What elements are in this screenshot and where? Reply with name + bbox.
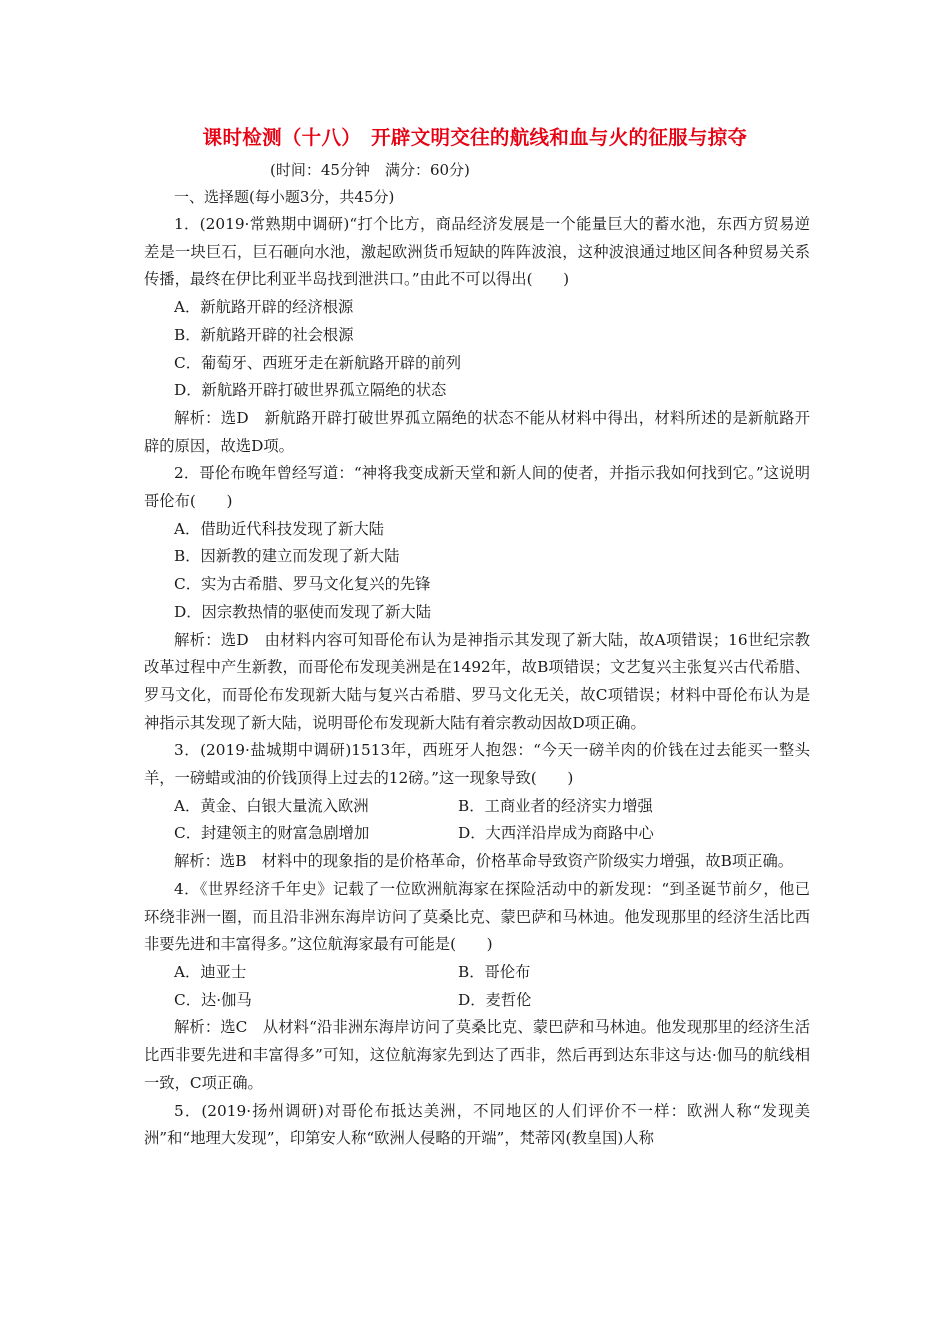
question-3-options-row-1 xyxy=(144,793,810,821)
question-1-stem: 1．(2019·常熟期中调研)“打个比方，商品经济发展是一个能量巨大的蓄水池，东西方贸易逆差是一块巨石，巨石砸向水池，激起欧洲货币短缺的阵阵波浪，这种波浪通过地区间各种贸易关系传播，最终在伊比利亚半岛找到泄洪口。”由此不可以得出( ) xyxy=(144,215,810,289)
question-1-option-a: A．新航路开辟的经济根源 xyxy=(174,298,354,317)
question-4-stem: 4．《世界经济千年史》记载了一位欧洲航海家在探险活动中的新发现：“到圣诞节前夕，他已环绕非洲一圈，而且沿非洲东海岸访问了莫桑比克、蒙巴萨和马林迪。他发现那里的经济生活比西非要先进和丰富得多。”这位航海家最有可能是( ) xyxy=(144,879,810,954)
question-2-option-c: C．实为古希腊、罗马文化复兴的先锋 xyxy=(174,575,431,594)
question-2-option-a: A．借助近代科技发现了新大陆 xyxy=(174,519,384,538)
question-3-option-b: B．工商业者的经济实力增强 xyxy=(458,796,653,815)
question-2-stem: 2．哥伦布晚年曾经写道：“神将我变成新天堂和新人间的使者，并指示我如何找到它。”这说明哥伦布( ) xyxy=(144,464,810,511)
question-1-analysis: 解析：选D 新航路开辟打破世界孤立隔绝的状态不能从材料中得出，材料所述的是新航路开辟的原因，故选D项。 xyxy=(144,408,810,455)
exam-meta: (时间：45分钟 满分：60分) xyxy=(270,161,470,179)
question-3-analysis: 解析：选B 材料中的现象指的是价格革命，价格革命导致资产阶级实力增强，故B项正确。 xyxy=(174,852,794,871)
question-3-stem: 3．(2019·盐城期中调研)1513年，西班牙人抱怨：“今天一磅羊肉的价钱在过去能买一整头羊，一磅蜡或油的价钱顶得上过去的12磅。”这一现象导致( ) xyxy=(144,741,810,788)
question-4-option-b: B．哥伦布 xyxy=(458,962,531,981)
question-2-option-b: B．因新教的建立而发现了新大陆 xyxy=(174,547,400,566)
question-4-option-d: D．麦哲伦 xyxy=(458,990,532,1009)
question-4-analysis: 解析：选C 从材料“沿非洲东海岸访问了莫桑比克、蒙巴萨和马林迪。他发现那里的经济生活比西非要先进和丰富得多”可知，这位航海家先到达了西非，然后再到达东非这与达·伽马的航线相一致，C项正确。 xyxy=(144,1018,810,1092)
question-2-option-d: D．因宗教热情的驱使而发现了新大陆 xyxy=(174,602,432,621)
question-4-options-row-2 xyxy=(144,987,810,1015)
question-1-option-c: C．葡萄牙、西班牙走在新航路开辟的前列 xyxy=(174,353,462,372)
page-title: 课时检测（十八） 开辟文明交往的航线和血与火的征服与掠夺 xyxy=(202,126,748,149)
question-3-option-c: C．封建领主的财富急剧增加 xyxy=(174,824,370,843)
question-1-option-b: B．新航路开辟的社会根源 xyxy=(174,325,354,344)
question-2-analysis: 解析：选D 由材料内容可知哥伦布认为是神指示其发现了新大陆，故A项错误；16世纪宗教改革过程中产生新教，而哥伦布发现美洲是在1492年，故B项错误；文艺复兴主张复兴古代希腊、罗马文化，而哥伦布发现新大陆与复兴古希腊、罗马文化无关，故C项错误；材料中哥伦布认为是神指示其发现了新大陆，说明哥伦布发现新大陆有着宗教动因故D项正确。 xyxy=(144,630,810,732)
question-list xyxy=(144,211,810,1153)
question-4-option-a: A．迪亚士 xyxy=(174,962,247,981)
question-3-option-a: A．黄金、白银大量流入欧洲 xyxy=(174,796,369,815)
question-3-options-row-2 xyxy=(144,820,810,848)
question-5-stem: 5．(2019·扬州调研)对哥伦布抵达美洲，不同地区的人们评价不一样：欧洲人称“发现美洲”和“地理大发现”，印第安人称“欧洲人侵略的开端”，梵蒂冈(教皇国)人称 xyxy=(144,1101,810,1148)
question-4-options-row-1 xyxy=(144,959,810,987)
question-4-option-c: C．达·伽马 xyxy=(174,990,252,1009)
question-1-option-d: D．新航路开辟打破世界孤立隔绝的状态 xyxy=(174,381,447,400)
question-3-option-d: D．大西洋沿岸成为商路中心 xyxy=(458,824,654,843)
section-heading: 一、选择题(每小题3分，共45分) xyxy=(174,188,395,206)
